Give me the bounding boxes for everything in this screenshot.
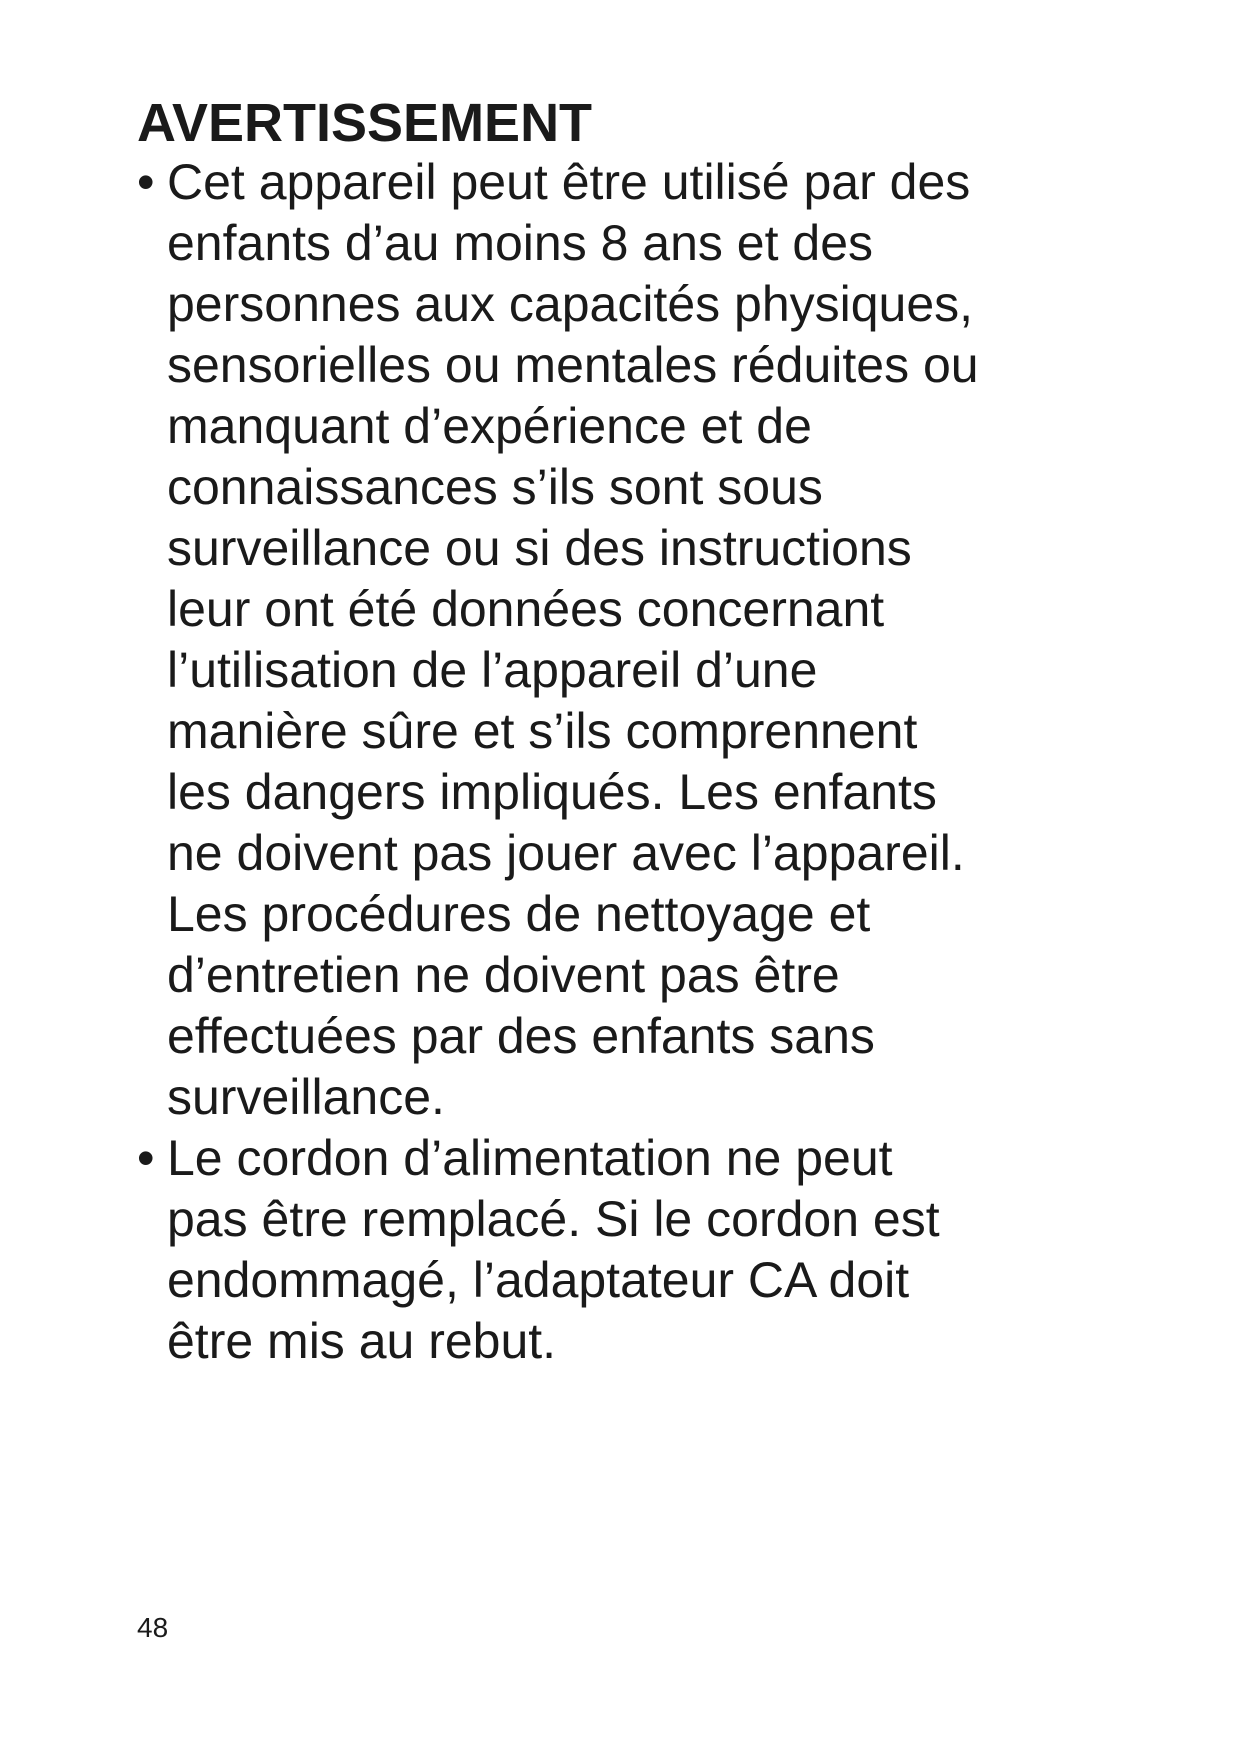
text-line: ne doivent pas jouer avec l’appareil. <box>167 825 965 881</box>
warning-list <box>137 152 1137 1372</box>
text-line: surveillance ou si des instructions <box>167 520 912 576</box>
text-line: Cet appareil peut être utilisé par des <box>167 154 971 210</box>
text-line: effectuées par des enfants sans <box>167 1008 875 1064</box>
text-line: l’utilisation de l’appareil d’une <box>167 642 818 698</box>
page-number: 48 <box>137 1612 169 1643</box>
warning-item-supervision <box>137 152 1137 1128</box>
text-line: connaissances s’ils sont sous <box>167 459 823 515</box>
text-line: leur ont été données concernant <box>167 581 885 637</box>
text-line: manquant d’expérience et de <box>167 398 812 454</box>
text-line: d’entretien ne doivent pas être <box>167 947 840 1003</box>
text-line: les dangers impliqués. Les enfants <box>167 764 937 820</box>
text-line: enfants d’au moins 8 ans et des <box>167 215 874 271</box>
text-line: endommagé, l’adaptateur CA doit <box>167 1252 910 1308</box>
text-line: être mis au rebut. <box>167 1313 557 1369</box>
text-line: personnes aux capacités physiques, <box>167 276 974 332</box>
warning-heading: AVERTISSEMENT <box>137 93 593 153</box>
warning-item-power-cord <box>137 1128 1137 1372</box>
text-line: pas être remplacé. Si le cordon est <box>167 1191 940 1247</box>
text-line: Les procédures de nettoyage et <box>167 886 871 942</box>
text-line: surveillance. <box>167 1069 445 1125</box>
bullet-marker: • <box>137 1130 155 1186</box>
text-line: sensorielles ou mentales réduites ou <box>167 337 979 393</box>
bullet-marker: • <box>137 154 155 210</box>
text-line: manière sûre et s’ils comprennent <box>167 703 918 759</box>
text-line: Le cordon d’alimentation ne peut <box>167 1130 893 1186</box>
